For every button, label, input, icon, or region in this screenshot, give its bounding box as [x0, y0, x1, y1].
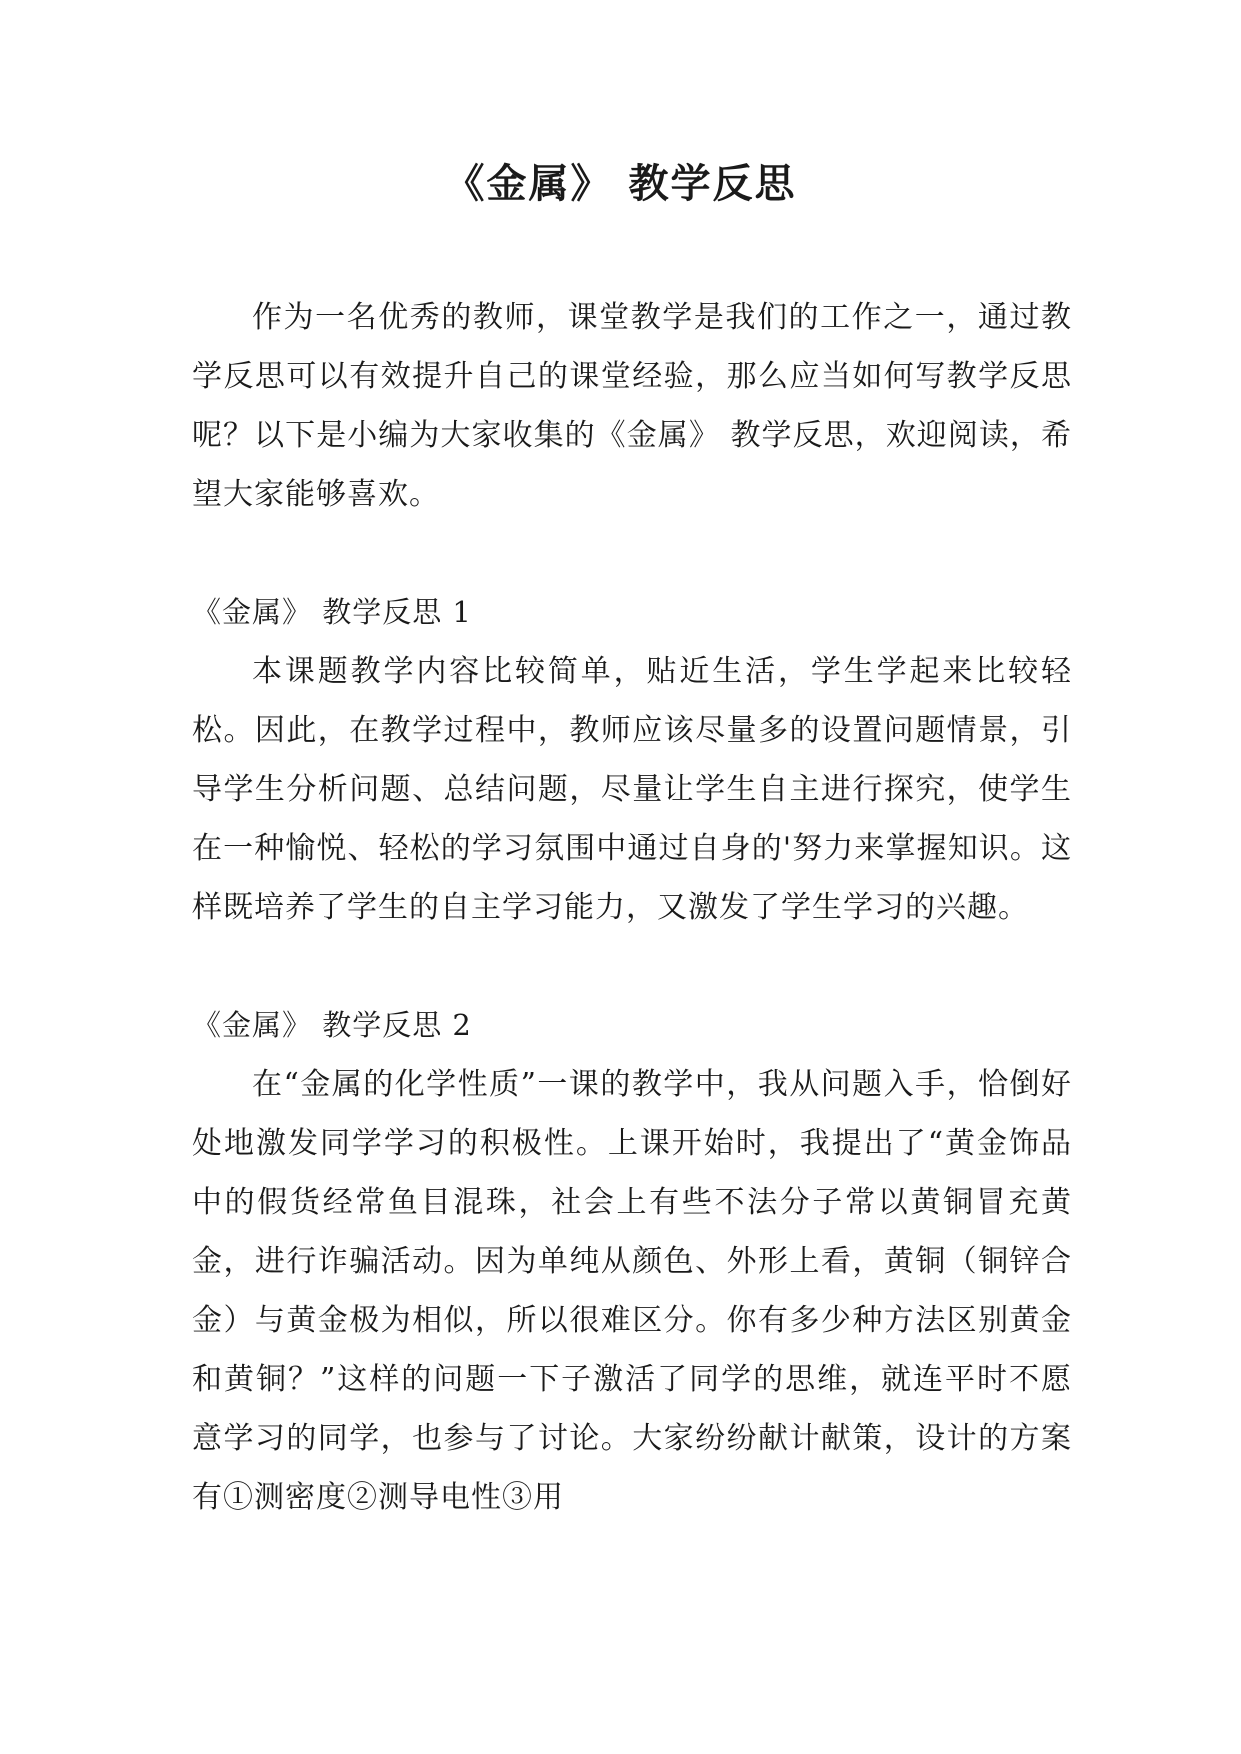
document-title: 《金属》 教学反思 [444, 160, 797, 207]
section-heading-2: 《金属》 教学反思 2 [192, 1008, 472, 1042]
paragraph-gap [192, 937, 1072, 996]
paragraph-gap [192, 524, 1072, 583]
section-body-2: 在“金属的化学性质”一课的教学中，我从问题入手，恰倒好处地激发同学学习的积极性。上课开始时，我提出了“黄金饰品中的假货经常鱼目混珠，社会上有些不法分子常以黄铜冒充黄金，进行诈骗活动。因为单纯从颜色、外形上看，黄铜（铜锌合金）与黄金极为相似，所以很难区分。你有多少种方法区别黄金和黄铜？”这样的问题一下子激活了同学的思维，就连平时不愿意学习的同学，也参与了讨论。大家纷纷献计献策，设计的方案有①测密度②测导电性③用 [192, 1067, 1072, 1515]
intro-paragraph: 作为一名优秀的教师，课堂教学是我们的工作之一，通过教学反思可以有效提升自己的课堂经验，那么应当如何写教学反思呢？以下是小编为大家收集的《金属》 教学反思，欢迎阅读，希望大家能够喜欢。 [192, 300, 1072, 512]
document-body [192, 288, 1072, 1527]
section-heading-1: 《金属》 教学反思 1 [192, 595, 472, 629]
section-body-1: 本课题教学内容比较简单，贴近生活，学生学起来比较轻松。因此，在教学过程中，教师应该尽量多的设置问题情景，引导学生分析问题、总结问题，尽量让学生自主进行探究，使学生在一种愉悦、轻松的学习氛围中通过自身的'努力来掌握知识。这样既培养了学生的自主学习能力，又激发了学生学习的兴趣。 [192, 654, 1072, 925]
